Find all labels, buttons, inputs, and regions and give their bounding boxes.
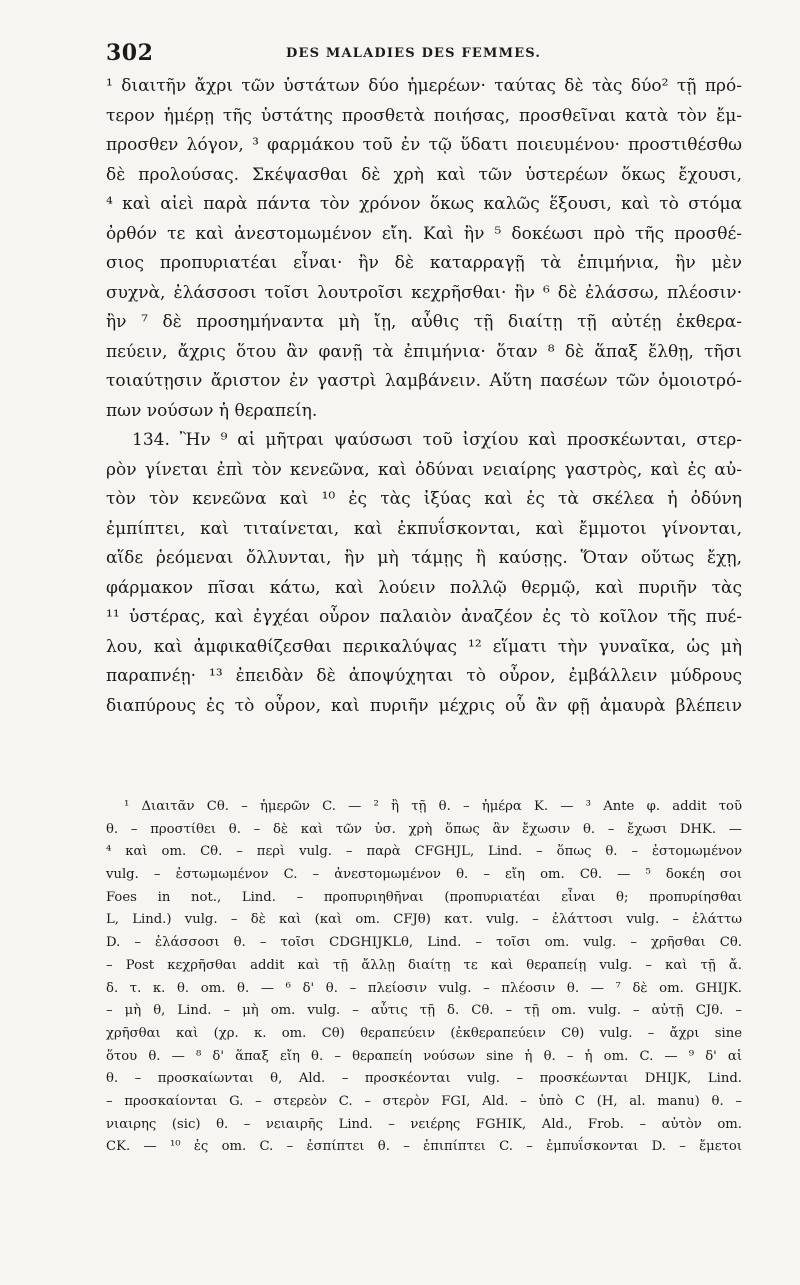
text-line: ⁴ καὶ αἰεὶ παρὰ πάντα τὸν χρόνον ὅκως καλῶς ἕξουσι, καὶ τὸ στόμα <box>106 194 742 214</box>
paragraph-end-line: πων νούσων ἡ θεραπείη. <box>106 400 318 421</box>
footnote-line: – Post κεχρῆσθαι addit καὶ τῇ ἄλλῃ διαίτῃ τε καὶ θεραπείῃ vulg. – καὶ τῇ ἄ. <box>106 957 742 973</box>
text-line: δὲ προλούσας. Σκέψασθαι δὲ χρὴ καὶ τῶν ὑστερέων ὅκως ἔχουσι, <box>106 164 742 185</box>
text-line: ἢν ⁷ δὲ προσημήναντα μὴ ἴῃ, αὖθις τῇ διαίτῃ τῇ αὐτέῃ ἐκθερα- <box>106 312 742 332</box>
text-line: τερον ἡμέρῃ τῆς ὑστάτης προσθετὰ ποιήσας, προσθεῖναι κατὰ τὸν ἔμ- <box>106 105 742 126</box>
footnote-line: – μὴ θ, Lind. – μὴ om. vulg. – αὖτις τῇ δ. Cθ. – τῇ om. vulg. – αὐτῇ CJθ. – <box>106 1003 742 1019</box>
footnote-line: θ. – προσκαίωνται θ, Ald. – προσκέονται vulg. – προσκέωνται DHIJK, Lind. <box>106 1071 742 1087</box>
text-line: τὸν τὸν κενεῶνα καὶ ¹⁰ ἐς τὰς ἰξύας καὶ ἐς τὰ σκέλεα ἡ ὀδύνη <box>106 489 742 509</box>
footnote-line: ὅτου θ. — ⁸ δ' ἅπαξ εἴη θ. – θεραπείη νούσων sine ἡ θ. – ἡ om. C. — ⁹ δ' αἱ <box>106 1048 742 1064</box>
footnote-line: ¹ Διαιτᾶν Cθ. – ἡμερῶν C. — ² ἢ τῇ θ. – ἡμέρα K. — ³ Ante φ. addit τοῦ <box>124 799 742 814</box>
text-line: διαπύρους ἐς τὸ οὖρον, καὶ πυριῆν μέχρις οὗ ἂν φῇ ἀμαυρὰ βλέπειν <box>106 695 742 716</box>
footnote-line: D. – ἐλάσσοσι θ. – τοῖσι CDGHIJKLθ, Lind. – τοῖσι om. vulg. – χρῆσθαι Cθ. <box>106 935 742 951</box>
text-line: παραπνέῃ· ¹³ ἐπειδὰν δὲ ἀποψύχηται τὸ οὖρον, ἐμβάλλειν μύδρους <box>106 666 742 686</box>
footnote-line: ⁴ καὶ om. Cθ. – περὶ vulg. – παρὰ CFGHJL, Lind. – ὅπως θ. – ἐστομωμένον <box>106 844 742 860</box>
text-line: αἵδε ῥεόμεναι ὄλλυνται, ἢν μὴ τάμῃς ἢ καύσῃς. Ὅταν οὕτως ἔχῃ, <box>106 548 742 568</box>
text-line: ἐμπίπτει, καὶ τιταίνεται, καὶ ἐκπυΐσκονται, καὶ ἔμμοτοι γίνονται, <box>106 518 742 539</box>
footnote-line: νιαιρης (sic) θ. – νειαιρῆς Lind. – νειέρης FGHIK, Ald., Frob. – αὐτὸν om. <box>106 1116 742 1132</box>
page-header <box>106 40 742 70</box>
text-line: προσθεν λόγον, ³ φαρμάκου τοῦ ἐν τῷ ὕδατι ποιευμένου· προστιθέσθω <box>106 135 742 155</box>
running-head: DES MALADIES DES FEMMES. <box>286 46 542 61</box>
text-line: τοιαύτῃσιν ἄριστον ἐν γαστρὶ λαμβάνειν. Αὕτη πασέων τῶν ὁμοιοτρό- <box>106 371 742 391</box>
text-line: πεύειν, ἄχρις ὅτου ἂν φανῇ τὰ ἐπιμήνια· ὅταν ⁸ δὲ ἅπαξ ἔλθῃ, τῆσι <box>106 341 742 362</box>
main-text-block <box>106 72 742 721</box>
page-number: 302 <box>106 40 154 66</box>
footnote-line: vulg. – ἐστωμωμένον C. – ἀνεστομωμένον θ. – εἴη om. Cθ. — ⁵ δοκέη σοι <box>106 867 742 883</box>
text-line: ¹ διαιτῆν ἄχρι τῶν ὑστάτων δύο ἡμερέων· ταύτας δὲ τὰς δύο² τῇ πρό- <box>106 76 742 96</box>
footnote-line: CK. — ¹⁰ ἐς om. C. – ἐσπίπτει θ. – ἐπιπίπτει C. – ἐμπυΐσκονται D. – ἔμετοι <box>106 1139 742 1155</box>
text-line: ὀρθόν τε καὶ ἀνεστομωμένον εἴη. Καὶ ἢν ⁵ δοκέωσι πρὸ τῆς προσθέ- <box>106 223 742 244</box>
footnote-line: Foes in not., Lind. – προπυριηθῆναι (προπυριατέαι εἶναι θ; προπυρίησθαι <box>106 889 742 905</box>
footnote-line: χρῆσθαι καὶ (χρ. κ. om. Cθ) θεραπεύειν (ἐκθεραπεύειν Cθ) vulg. – ἄχρι sine <box>106 1025 742 1041</box>
footnote-line: δ. τ. κ. θ. om. θ. — ⁶ δ' θ. – πλείοσιν vulg. – πλέοσιν θ. — ⁷ δὲ om. GHIJK. <box>106 980 742 996</box>
text-line: σιος προπυριατέαι εἶναι· ἢν δὲ καταρραγῇ τὰ ἐπιμήνια, ἢν μὲν <box>106 253 742 273</box>
footnote-line: L, Lind.) vulg. – δὲ καὶ (καὶ om. CFJθ) κατ. vulg. – ἐλάττοσι vulg. – ἐλάττω <box>106 912 742 928</box>
section-134-start-line: 134. Ἢν ⁹ αἱ μῆτραι ψαύσωσι τοῦ ἰσχίου καὶ προσκέωνται, στερ- <box>132 430 742 450</box>
text-line: ¹¹ ὑστέρας, καὶ ἐγχέαι οὖρον παλαιὸν ἀναζέον ἐς τὸ κοῖλον τῆς πυέ- <box>106 607 742 627</box>
footnote-line: – προσκαίονται G. – στερεὸν C. – στερὸν FGI, Ald. – ὑπὸ C (H, al. manu) θ. – <box>106 1093 742 1109</box>
footnote-line: θ. – προστίθει θ. – δὲ καὶ τῶν ὑσ. χρὴ ὅπως ἂν ἔχωσιν θ. – ἔχωσι DHK. — <box>106 821 742 837</box>
text-line: συχνὰ, ἐλάσσοσι τοῖσι λουτροῖσι κεχρῆσθαι· ἢν ⁶ δὲ ἐλάσσω, πλέοσιν· <box>106 282 742 303</box>
text-line: ρὸν γίνεται ἐπὶ τὸν κενεῶνα, καὶ ὀδύναι νειαίρης γαστρὸς, καὶ ἐς αὐ- <box>106 459 742 480</box>
text-line: φάρμακον πῖσαι κάτω, καὶ λούειν πολλῷ θερμῷ, καὶ πυριῆν τὰς <box>106 577 742 598</box>
footnotes-block <box>106 796 742 1159</box>
text-line: λου, καὶ ἀμφικαθίζεσθαι περικαλύψας ¹² εἵματι τὴν γυναῖκα, ὡς μὴ <box>106 636 742 657</box>
